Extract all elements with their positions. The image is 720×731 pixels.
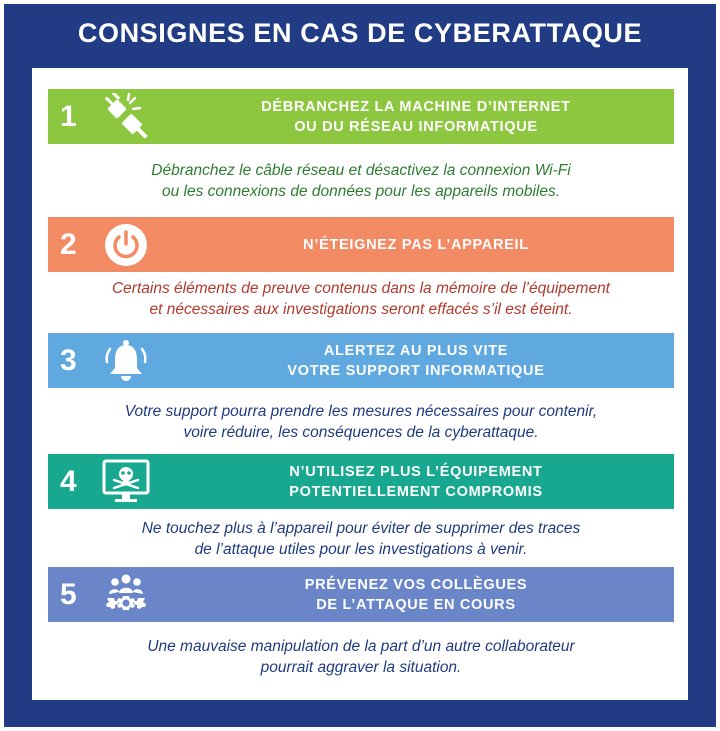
- description-line: Certains éléments de preuve contenus dans la mémoire de l’équipement: [111, 280, 610, 297]
- step-heading-line: POTENTIELLEMENT COMPROMIS: [289, 483, 543, 500]
- team-gear-icon: [100, 569, 152, 620]
- step-heading-line: ALERTEZ AU PLUS VITE: [323, 342, 509, 359]
- step-3-band: [48, 333, 674, 388]
- step-heading: [158, 217, 674, 272]
- description-line: pourrait aggraver la situation.: [260, 659, 462, 676]
- compromised-computer-icon: [100, 456, 152, 507]
- unplug-icon: [100, 91, 152, 142]
- step-heading-line: DÉBRANCHEZ LA MACHINE D’INTERNET: [261, 98, 571, 115]
- step-5-description: [48, 636, 674, 678]
- description-line: Une mauvaise manipulation de la part d’un autre collaborateur: [147, 638, 575, 655]
- step-2-band: [48, 217, 674, 272]
- description-line: ou les connexions de données pour les appareils mobiles.: [161, 183, 561, 200]
- step-number: 2: [60, 228, 77, 261]
- description-line: voire réduire, les conséquences de la cyberattaque.: [183, 424, 539, 441]
- description-line: Ne touchez plus à l’appareil pour éviter de supprimer des traces: [141, 520, 581, 537]
- step-4-description: [48, 518, 674, 560]
- step-heading: [158, 333, 674, 388]
- step-heading-line: N’ÉTEIGNEZ PAS L’APPAREIL: [303, 236, 529, 253]
- step-heading: [158, 89, 674, 144]
- bell-icon: [100, 335, 152, 386]
- power-icon: [100, 219, 152, 270]
- step-1-description: [48, 160, 674, 202]
- step-number: 3: [60, 344, 77, 377]
- poster-frame: [4, 4, 716, 727]
- step-heading: [158, 567, 674, 622]
- step-1-band: [48, 89, 674, 144]
- step-5-band: [48, 567, 674, 622]
- step-number: 5: [60, 578, 77, 611]
- step-heading: [158, 454, 674, 509]
- description-line: Débranchez le câble réseau et désactivez la connexion Wi-Fi: [151, 162, 571, 179]
- step-number: 4: [60, 465, 77, 498]
- description-line: et nécessaires aux investigations seront effacés s’il est éteint.: [149, 301, 573, 318]
- description-line: de l’attaque utiles pour les investigations à venir.: [194, 541, 528, 558]
- step-2-description: [48, 278, 674, 320]
- step-heading-line: OU DU RÉSEAU INFORMATIQUE: [294, 118, 538, 135]
- step-3-description: [48, 401, 674, 443]
- instructions-panel: [32, 68, 688, 700]
- description-line: Votre support pourra prendre les mesures nécessaires pour contenir,: [124, 403, 598, 420]
- step-heading-line: VOTRE SUPPORT INFORMATIQUE: [287, 362, 545, 379]
- step-heading-line: DE L’ATTAQUE EN COURS: [316, 596, 516, 613]
- page-title: CONSIGNES EN CAS DE CYBERATTAQUE: [77, 18, 643, 48]
- step-4-band: [48, 454, 674, 509]
- step-heading-line: PRÉVENEZ VOS COLLÈGUES: [304, 576, 528, 593]
- step-number: 1: [60, 100, 77, 133]
- step-heading-line: N’UTILISEZ PLUS L’ÉQUIPEMENT: [289, 463, 543, 480]
